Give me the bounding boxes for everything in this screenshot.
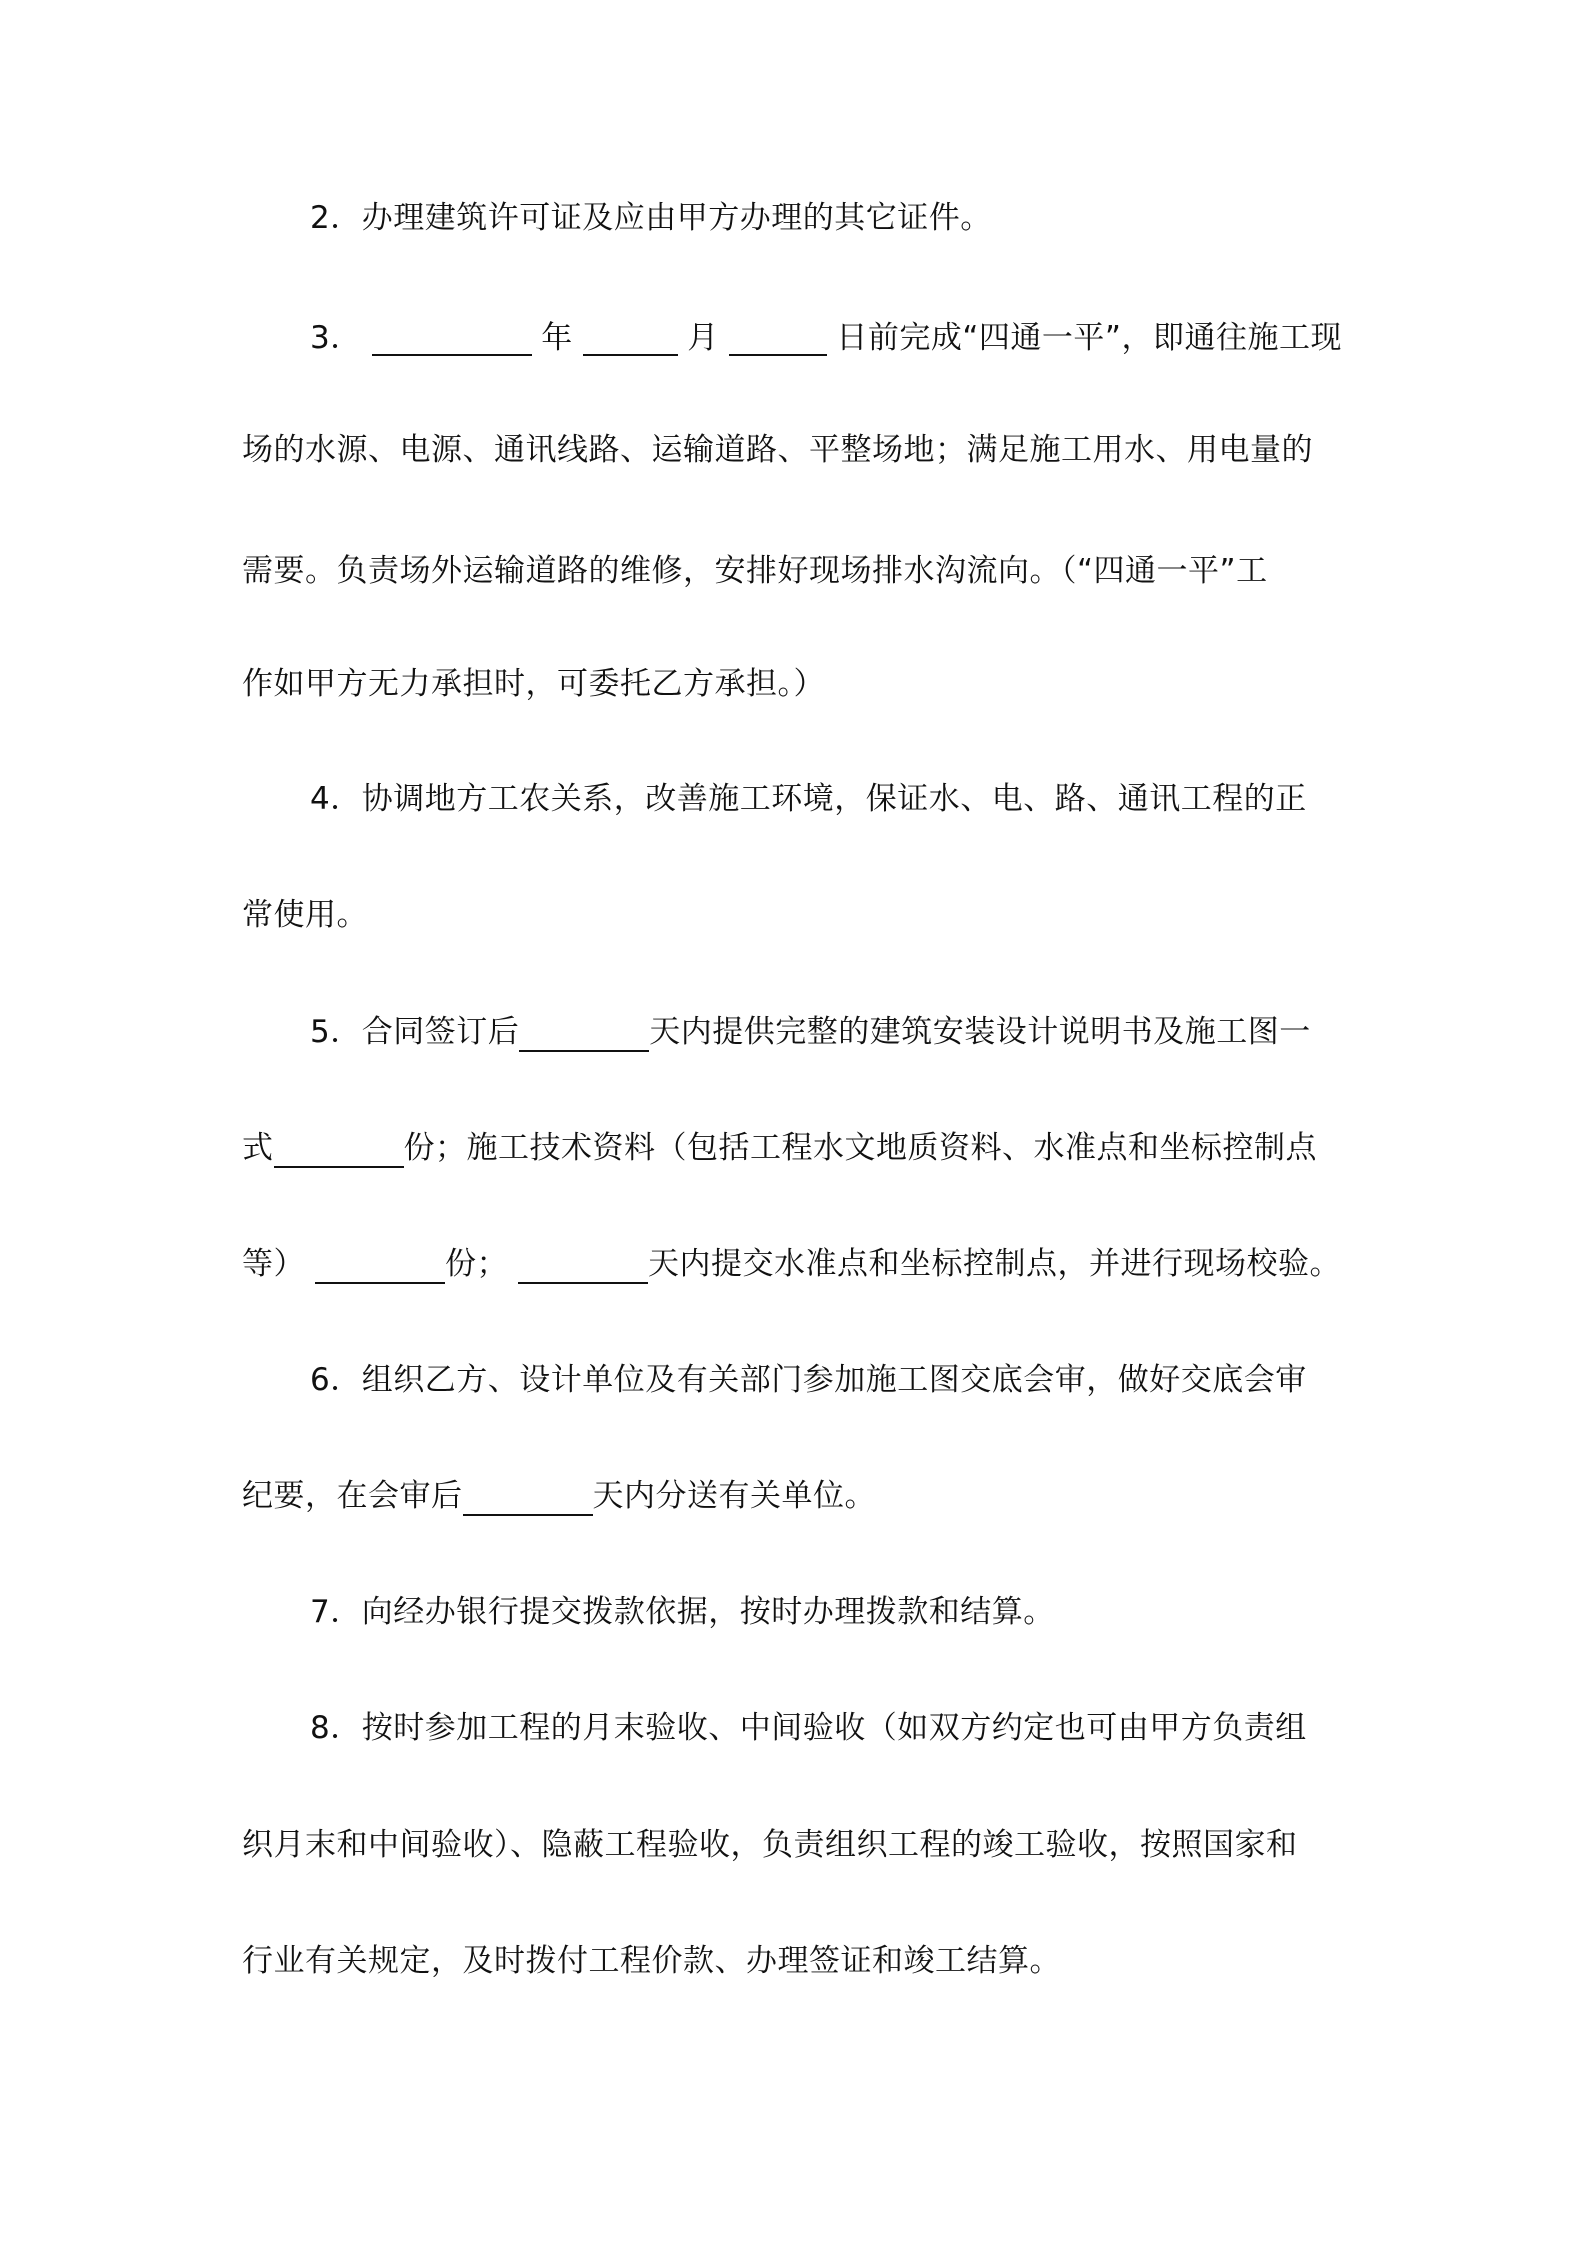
item6-line2 xyxy=(242,1476,1342,1516)
item3-line3 xyxy=(242,551,1342,591)
item8-text-1: 8．按时参加工程的月末验收、中间验收（如双方约定也可由甲方负责组 xyxy=(310,1710,1307,1746)
item5-line2 xyxy=(242,1128,1342,1168)
item2-line1 xyxy=(310,198,1342,238)
item8-line1 xyxy=(310,1708,1342,1748)
item3-line4 xyxy=(242,664,1342,704)
item3-line1-rest: 日前完成“四通一平”，即通往施工现 xyxy=(836,320,1342,356)
item8-line2 xyxy=(242,1825,1342,1865)
item5-line3 xyxy=(242,1244,1342,1284)
month-blank xyxy=(583,318,678,356)
item4-text-2: 常使用。 xyxy=(242,897,368,933)
item5-text-1b: 天内提供完整的建筑安装设计说明书及施工图一 xyxy=(649,1014,1311,1050)
item4-text-1: 4．协调地方工农关系，改善施工环境，保证水、电、路、通讯工程的正 xyxy=(310,781,1307,817)
item5-line1 xyxy=(310,1012,1342,1052)
item5-text-3b: 份； xyxy=(445,1246,508,1282)
item5-text-2b: 份；施工技术资料（包括工程水文地质资料、水准点和坐标控制点 xyxy=(403,1130,1317,1166)
days-blank-1 xyxy=(519,1014,649,1052)
days-blank-2 xyxy=(518,1246,648,1284)
item3-line1 xyxy=(310,318,1342,358)
item3-text-3: 需要。负责场外运输道路的维修，安排好现场排水沟流向。（“四通一平”工 xyxy=(242,553,1268,589)
day-blank xyxy=(729,318,827,356)
item5-text-1a: 5．合同签订后 xyxy=(310,1014,520,1050)
item7-text: 7．向经办银行提交拨款依据，按时办理拨款和结算。 xyxy=(310,1594,1055,1630)
item8-text-3: 行业有关规定，及时拨付工程价款、办理签证和竣工结算。 xyxy=(242,1943,1061,1979)
item6-line1 xyxy=(310,1360,1342,1400)
item8-text-2: 织月末和中间验收）、隐蔽工程验收，负责组织工程的竣工验收，按照国家和 xyxy=(242,1827,1298,1863)
item8-line3 xyxy=(242,1941,1342,1981)
item7-line1 xyxy=(310,1592,1342,1632)
item4-line2 xyxy=(242,895,1342,935)
item3-text-4: 作如甲方无力承担时，可委托乙方承担。） xyxy=(242,666,825,702)
item5-text-2a: 式 xyxy=(242,1130,274,1166)
item3-line2 xyxy=(242,430,1342,470)
year-blank xyxy=(372,318,532,356)
item6-text-1: 6．组织乙方、设计单位及有关部门参加施工图交底会审，做好交底会审 xyxy=(310,1362,1307,1398)
item5-text-3a: 等） xyxy=(242,1246,305,1282)
days-blank-3 xyxy=(463,1478,593,1516)
item4-line1 xyxy=(310,779,1342,819)
item6-text-2b: 天内分送有关单位。 xyxy=(592,1478,876,1514)
item3-prefix: 3． xyxy=(310,320,362,356)
item6-text-2a: 纪要，在会审后 xyxy=(242,1478,463,1514)
item3-text-2: 场的水源、电源、通讯线路、运输道路、平整场地；满足施工用水、用电量的 xyxy=(242,432,1313,468)
month-label: 月 xyxy=(687,320,719,356)
item5-text-3c: 天内提交水准点和坐标控制点，并进行现场校验。 xyxy=(648,1246,1341,1282)
copies-blank-2 xyxy=(315,1246,445,1284)
copies-blank-1 xyxy=(274,1130,404,1168)
year-label: 年 xyxy=(541,320,573,356)
item2-text: 2．办理建筑许可证及应由甲方办理的其它证件。 xyxy=(310,200,992,236)
